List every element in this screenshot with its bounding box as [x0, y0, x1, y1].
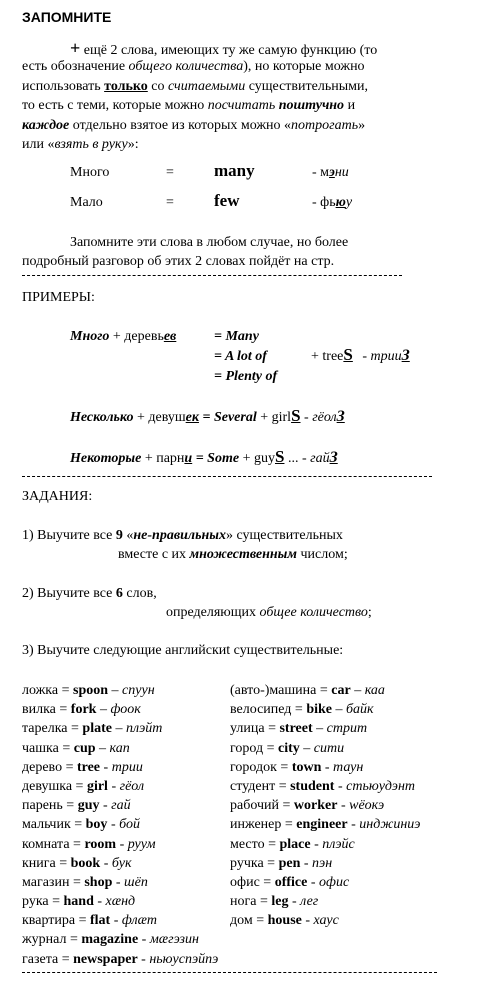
vocab-ru: парень = — [22, 798, 78, 814]
vocab-dash: – — [350, 683, 365, 698]
vocab-dash: – — [108, 683, 123, 698]
vocab-en: boy — [85, 817, 108, 833]
vocab-en: tree — [76, 759, 101, 775]
example-1-ru: Много + деревьев — [70, 329, 177, 344]
intro-text: и — [344, 98, 356, 113]
vocab-en: hand — [63, 894, 94, 910]
word-en-many: many — [214, 161, 255, 180]
vocab-transcription: флæт — [121, 913, 158, 929]
vocab-row — [22, 835, 232, 854]
vocab-dash: - — [107, 817, 120, 833]
vocab-transcription: ньюуспэйпэ — [149, 951, 219, 967]
vocab-en: place — [279, 836, 311, 852]
vocab-dash: - — [300, 855, 313, 871]
page-title: ЗАПОМНИТЕ — [22, 9, 112, 25]
vocab-transcription: wёокэ — [349, 798, 385, 814]
vocab-dash: - — [107, 778, 120, 794]
remember-line-2: подробный разговор об этих 2 словах пойдёт на стр. — [22, 254, 335, 269]
intro-text: отдельно взятое из которых можно « — [69, 118, 292, 133]
vocab-dash: - — [112, 874, 125, 890]
vocab-en: leg — [271, 894, 289, 910]
vocab-row — [22, 681, 232, 700]
vocab-transcription: хæнд — [105, 894, 136, 910]
vocab-en: engineer — [296, 817, 348, 833]
vocab-en: car — [331, 683, 351, 698]
vocab-ru: ложка = — [22, 683, 74, 698]
vocab-transcription: стьюудэнт — [346, 778, 416, 794]
intro-emph: считаемыми — [168, 79, 246, 94]
vocab-row — [22, 777, 232, 796]
task-1-line-1: 1) Выучите все 9 «не-правильных» существительных — [22, 528, 343, 543]
vocab-ru: велосипед = — [230, 702, 307, 718]
intro-text: ), но которые можно — [243, 59, 365, 74]
intro-emph: посчитать — [207, 98, 276, 113]
vocab-en: house — [267, 913, 302, 929]
divider — [22, 972, 437, 973]
vocab-transcription: гёол — [119, 778, 145, 794]
vocab-row — [230, 835, 470, 854]
intro-line-3 — [22, 79, 368, 95]
vocab-row — [22, 719, 232, 738]
vocab-ru: рука = — [22, 894, 64, 910]
vocab-row — [22, 796, 232, 815]
vocab-row — [230, 815, 470, 834]
vocab-transcription: байк — [346, 702, 374, 718]
example-2: Несколько + девушек = Several + girlS - гёолЗ — [70, 406, 345, 425]
example-1-tree: + treeS - трииЗ — [311, 345, 410, 364]
vocab-transcription: бой — [119, 817, 140, 833]
vocab-en: bike — [306, 702, 333, 718]
word-ru-many: Много — [70, 165, 110, 180]
vocab-dash: - — [116, 836, 128, 852]
vocab-en: city — [278, 740, 300, 756]
intro-text: использовать — [22, 79, 105, 94]
vocab-en: street — [279, 721, 313, 737]
vocab-row — [22, 739, 232, 758]
vocab-transcription: спуун — [122, 683, 155, 698]
vocab-dash: – — [95, 740, 110, 756]
vocab-dash: - — [110, 913, 122, 929]
vocab-dash: – — [312, 721, 327, 737]
vocab-en: plate — [82, 721, 112, 737]
word-tr-few: - фьюу — [312, 195, 353, 210]
vocab-row — [230, 892, 470, 911]
task-2-line-2: определяющих общее количество; — [166, 605, 372, 620]
vocab-dash: - — [100, 759, 112, 775]
intro-line-5 — [22, 118, 365, 134]
vocab-dash: – — [96, 702, 111, 718]
vocab-dash: - — [288, 894, 301, 910]
vocab-transcription: шёп — [124, 874, 148, 890]
intro-emph: взять в руку — [54, 137, 128, 152]
vocab-transcription: бук — [111, 855, 132, 871]
intro-emph: потрогать — [291, 118, 359, 133]
vocab-transcription: таун — [333, 759, 364, 775]
vocab-transcription: руум — [127, 836, 156, 852]
vocab-dash: - — [137, 951, 150, 967]
vocab-row — [230, 777, 470, 796]
vocab-ru: журнал = — [22, 932, 82, 948]
vocab-dash: - — [100, 855, 112, 871]
vocab-row — [22, 911, 232, 930]
vocab-row — [230, 681, 470, 700]
vocab-ru: дерево = — [22, 759, 77, 775]
vocab-ru: девушка = — [22, 778, 87, 794]
vocab-en: cup — [73, 740, 96, 756]
divider — [22, 476, 432, 477]
intro-text: или « — [22, 137, 55, 152]
vocab-en: fork — [70, 702, 97, 718]
vocab-en: flat — [89, 913, 111, 929]
vocab-row — [230, 700, 470, 719]
intro-text: есть обозначение — [22, 59, 129, 74]
vocab-transcription: лег — [300, 894, 319, 910]
intro-text: существительными, — [245, 79, 368, 94]
intro-emph: общего количества — [128, 59, 244, 74]
vocab-dash: - — [337, 798, 350, 814]
vocab-right-column — [230, 681, 470, 930]
divider — [22, 275, 402, 276]
intro-text: »: — [127, 137, 139, 152]
intro-text: то есть с теми, которые можно — [22, 98, 208, 113]
vocab-row — [230, 873, 470, 892]
vocab-ru: вилка = — [22, 702, 71, 718]
vocab-transcription: инджиниэ — [359, 817, 421, 833]
word-ru-few: Мало — [70, 195, 103, 210]
vocab-row — [22, 758, 232, 777]
intro-text: со — [147, 79, 168, 94]
vocab-row — [230, 719, 470, 738]
equals-sign: = — [166, 195, 174, 210]
vocab-en: girl — [86, 778, 108, 794]
vocab-en: room — [84, 836, 117, 852]
vocab-left-column — [22, 681, 232, 969]
vocab-ru: город = — [230, 740, 279, 756]
vocab-en: magazine — [81, 932, 139, 948]
vocab-dash: - — [347, 817, 360, 833]
intro-text: » — [358, 118, 366, 133]
vocab-row — [22, 873, 232, 892]
vocab-ru: ручка = — [230, 855, 279, 871]
vocab-en: shop — [84, 874, 113, 890]
vocab-ru: городок = — [230, 759, 292, 775]
vocab-dash: - — [301, 913, 314, 929]
vocab-transcription: сити — [313, 740, 345, 756]
vocab-ru: квартира = — [22, 913, 90, 929]
vocab-ru: газета = — [22, 951, 74, 967]
example-1-plentyof: = Plenty of — [214, 369, 278, 384]
intro-line-1 — [22, 40, 377, 59]
vocab-row — [230, 796, 470, 815]
vocab-row — [230, 758, 470, 777]
vocab-en: spoon — [73, 683, 109, 698]
vocab-transcription: стрит — [326, 721, 368, 737]
vocab-en: guy — [77, 798, 100, 814]
vocab-row — [22, 892, 232, 911]
word-tr-many: - мэни — [312, 165, 349, 180]
remember-line-1: Запомните эти слова в любом случае, но более — [70, 235, 349, 250]
intro-line-4 — [22, 98, 355, 114]
vocab-en: book — [70, 855, 101, 871]
vocab-ru: комната = — [22, 836, 85, 852]
vocab-row — [230, 911, 470, 930]
vocab-row — [22, 930, 232, 949]
intro-line-2 — [22, 59, 365, 75]
vocab-transcription: офис — [319, 874, 350, 890]
vocab-row — [22, 700, 232, 719]
vocab-dash: - — [321, 759, 334, 775]
tasks-header: ЗАДАНИЯ: — [22, 489, 93, 504]
vocab-ru: офис = — [230, 874, 275, 890]
vocab-ru: книга = — [22, 855, 71, 871]
vocab-ru: дом = — [230, 913, 268, 929]
vocab-row — [230, 854, 470, 873]
vocab-en: worker — [293, 798, 338, 814]
vocab-row — [230, 739, 470, 758]
vocab-dash: - — [334, 778, 347, 794]
vocab-dash: – — [111, 721, 126, 737]
vocab-row — [22, 854, 232, 873]
vocab-transcription: мæгэзин — [149, 932, 199, 948]
vocab-dash: – — [299, 740, 314, 756]
vocab-en: student — [290, 778, 335, 794]
vocab-ru: магазин = — [22, 874, 85, 890]
vocab-transcription: гай — [111, 798, 131, 814]
vocab-ru: мальчик = — [22, 817, 86, 833]
vocab-dash: - — [310, 836, 323, 852]
intro-emph: только — [104, 79, 148, 94]
vocab-ru: чашка = — [22, 740, 74, 756]
vocab-ru: инженер = — [230, 817, 297, 833]
vocab-transcription: плэйт — [125, 721, 163, 737]
vocab-dash: - — [93, 894, 106, 910]
vocab-transcription: плэйс — [322, 836, 355, 852]
task-2-line-1: 2) Выучите все 6 слов, — [22, 586, 157, 601]
vocab-dash: - — [307, 874, 320, 890]
equals-sign: = — [166, 165, 174, 180]
vocab-transcription: трии — [111, 759, 143, 775]
vocab-en: pen — [278, 855, 301, 871]
vocab-dash: - — [138, 932, 150, 948]
vocab-ru: улица = — [230, 721, 280, 737]
intro-emph: поштучно — [278, 98, 345, 113]
vocab-ru: место = — [230, 836, 280, 852]
vocab-transcription: кап — [109, 740, 130, 756]
vocab-en: newspaper — [73, 951, 138, 967]
intro-line-6 — [22, 137, 139, 153]
vocab-transcription: фоок — [110, 702, 141, 718]
task-3: 3) Выучите следующие английскиt существительные: — [22, 643, 344, 658]
word-en-few: few — [214, 191, 240, 210]
examples-header: ПРИМЕРЫ: — [22, 290, 95, 305]
vocab-row — [22, 815, 232, 834]
vocab-transcription: хаус — [313, 913, 339, 929]
vocab-dash: - — [99, 798, 112, 814]
vocab-ru: нога = — [230, 894, 272, 910]
example-3: Некоторые + парни = Some + guyS ... - гайЗ — [70, 447, 338, 466]
vocab-dash: – — [332, 702, 347, 718]
vocab-ru: (авто-)машина = — [230, 683, 332, 698]
vocab-row — [22, 950, 232, 969]
task-1-line-2: вместе с их множественным числом; — [118, 547, 348, 562]
vocab-transcription: каа — [364, 683, 385, 698]
vocab-ru: рабочий = — [230, 798, 294, 814]
example-1-many: = Many — [214, 329, 259, 344]
intro-emph: каждое — [22, 118, 70, 133]
vocab-ru: тарелка = — [22, 721, 83, 737]
vocab-en: office — [274, 874, 308, 890]
vocab-en: town — [291, 759, 322, 775]
vocab-ru: студент = — [230, 778, 291, 794]
intro-text: ещё 2 слова, имеющих ту же самую функцию (то — [80, 43, 378, 58]
vocab-transcription: пэн — [312, 855, 333, 871]
plus-sign: + — [70, 38, 81, 58]
example-1-alotof: = A lot of — [214, 349, 267, 364]
